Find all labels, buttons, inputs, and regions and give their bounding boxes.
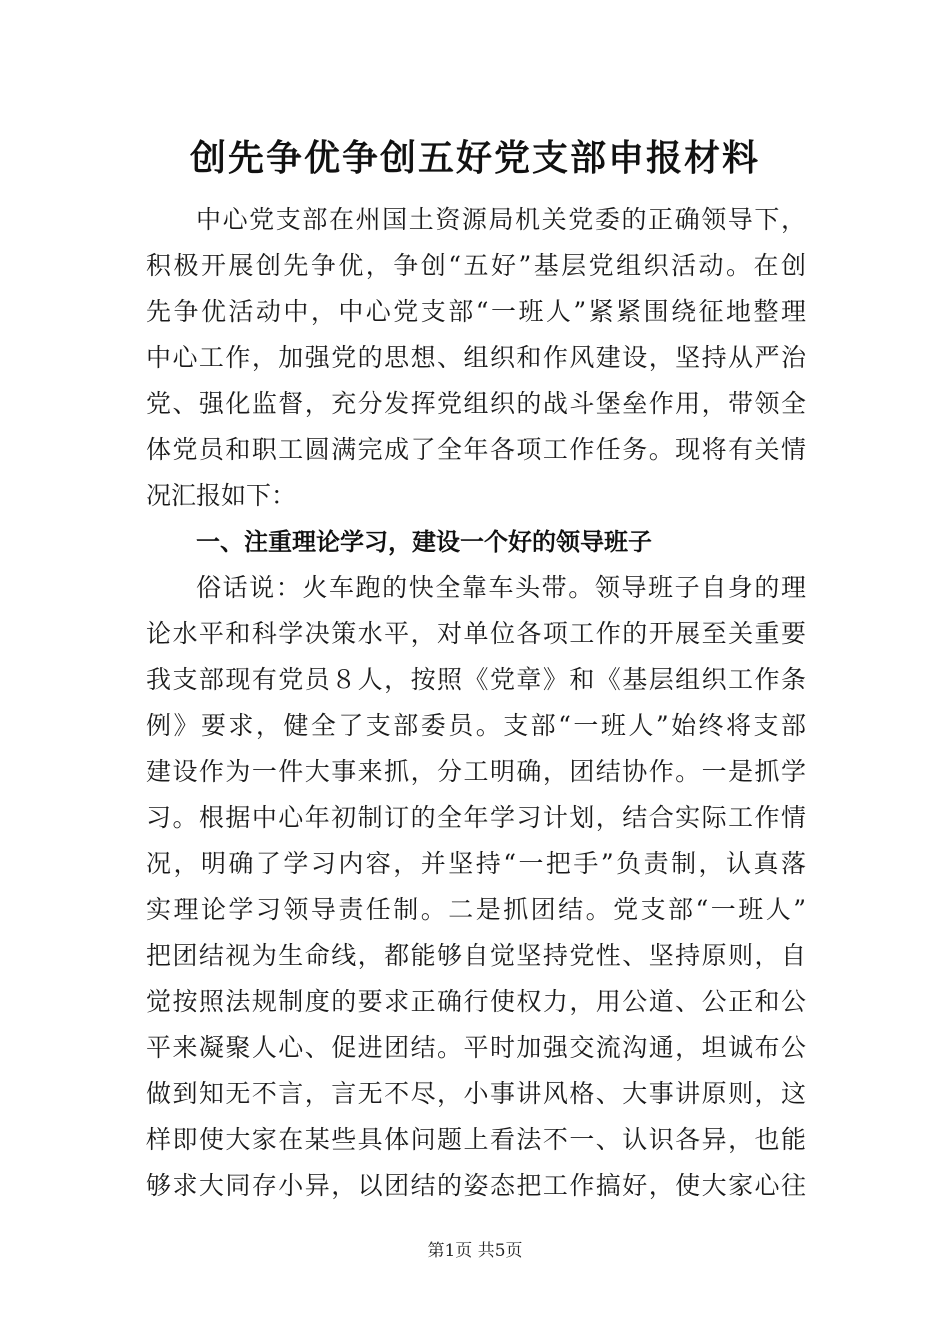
paragraph-line: 况，明确了学习内容，并坚持“一把手”负责制，认真落 [146,849,806,878]
paragraph-line: 习。根据中心年初制订的全年学习计划，结合实际工作情 [146,803,806,832]
paragraph-line: 平来凝聚人心、促进团结。平时加强交流沟通，坦诚布公 [146,1033,806,1062]
paragraph-line: 建设作为一件大事来抓，分工明确，团结协作。一是抓学 [146,757,806,786]
paragraph-line: 觉按照法规制度的要求正确行使权力，用公道、公正和公 [146,987,806,1016]
paragraph-line: 实理论学习领导责任制。二是抓团结。党支部“一班人” [146,895,806,924]
paragraph-line: 够求大同存小异，以团结的姿态把工作搞好，使大家心往 [146,1171,806,1200]
paragraph-line: 做到知无不言，言无不尽，小事讲风格、大事讲原则，这 [146,1079,806,1108]
page-footer: 第1页 共5页 [427,1241,523,1261]
paragraph-line: 党、强化监督，充分发挥党组织的战斗堡垒作用，带领全 [146,389,806,418]
paragraph-line: 把团结视为生命线，都能够自觉坚持党性、坚持原则，自 [146,941,806,970]
paragraph-line: 中心党支部在州国土资源局机关党委的正确领导下， [196,205,806,234]
paragraph-line: 中心工作，加强党的思想、组织和作风建设，坚持从严治 [146,343,806,372]
section-heading: 一、注重理论学习，建设一个好的领导班子 [196,528,652,556]
paragraph-line: 先争优活动中，中心党支部“一班人”紧紧围绕征地整理 [146,297,806,326]
document-title: 创先争优争创五好党支部申报材料 [189,137,760,179]
paragraph-line: 俗话说：火车跑的快全靠车头带。领导班子自身的理 [196,573,806,602]
paragraph-line: 论水平和科学决策水平，对单位各项工作的开展至关重要 [146,619,806,648]
paragraph-line: 我支部现有党员８人，按照《党章》和《基层组织工作条 [146,665,806,694]
paragraph-line: 例》要求，健全了支部委员。支部“一班人”始终将支部 [146,711,806,740]
paragraph-line: 积极开展创先争优，争创“五好”基层党组织活动。在创 [146,251,806,280]
paragraph-line: 体党员和职工圆满完成了全年各项工作任务。现将有关情 [146,435,806,464]
paragraph-line: 样即使大家在某些具体问题上看法不一、认识各异，也能 [146,1125,806,1154]
paragraph-line: 况汇报如下： [146,481,297,510]
